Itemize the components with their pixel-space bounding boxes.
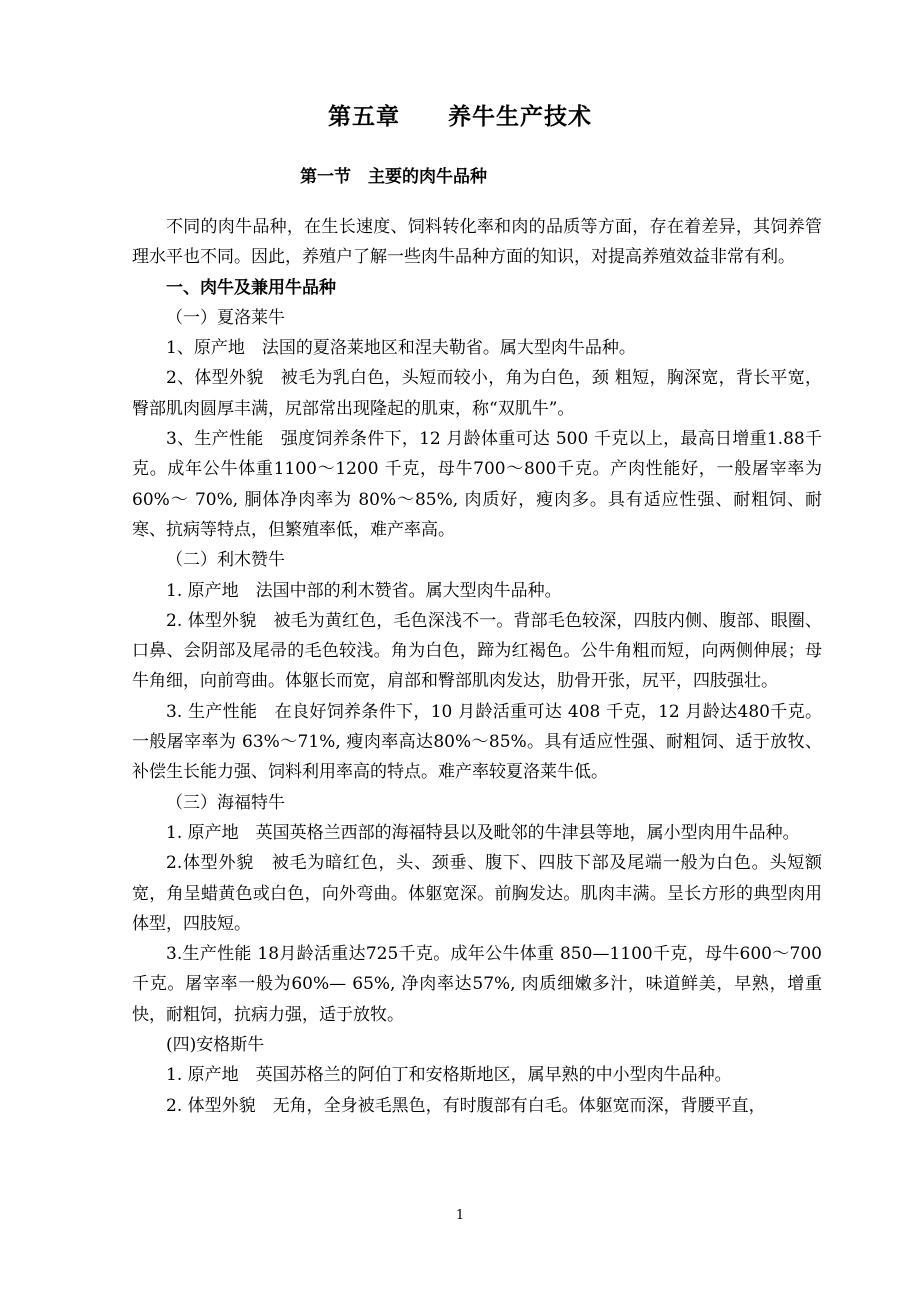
intro-paragraph: 不同的肉牛品种，在生长速度、饲料转化率和肉的品质等方面，存在着差异，其饲养管理水平也不同。因此，养殖户了解一些肉牛品种方面的知识，对提高养殖效益非常有利。 (132, 217, 822, 268)
paragraph: 2、体型外貌 被毛为乳白色，头短而较小，角为白色，颈 粗短，胸深宽，背长平宽，臀部肌肉圆厚丰满，尻部常出现隆起的肌束，称“双肌牛”。 (132, 368, 822, 419)
paragraph: 3、生产性能 强度饲养条件下，12 月龄体重可达 500 千克以上，最高日增重1.88千克。成年公牛体重1100～1200 千克，母牛700～800千克。产肉性能好，一般屠宰率为 60%～ 70%, 胴体净肉率为 80%～85%, 肉质好，瘦肉多。具有适应性强、耐粗饲、耐寒、抗病等特点，但繁殖率低，难产率高。 (132, 429, 822, 540)
paragraph: 1. 原产地 英国苏格兰的阿伯丁和安格斯地区，属早熟的中小型肉牛品种。 (166, 1065, 732, 1086)
body-text (132, 212, 822, 1121)
paragraph: 1、原产地 法国的夏洛莱地区和涅夫勒省。属大型肉牛品种。 (166, 338, 636, 359)
breed-heading-hereford: （三）海福特牛 (166, 792, 285, 813)
subsection-heading: 一、肉牛及兼用牛品种 (166, 277, 336, 298)
section-title: 第一节 主要的肉牛品种 (300, 167, 487, 187)
page-number: 1 (455, 1208, 465, 1223)
chapter-title: 第五章 养牛生产技术 (328, 103, 592, 130)
paragraph: 3. 生产性能 在良好饲养条件下，10 月龄活重可达 408 千克，12 月龄达480千克。一般屠宰率为 63%～71%, 瘦肉率高达80%～85%。具有适应性强、耐粗饲、适于放牧、补偿生长能力强、饲料利用率高的特点。难产率较夏洛莱牛低。 (132, 701, 822, 783)
paragraph: 1. 原产地 英国英格兰西部的海福特县以及毗邻的牛津县等地，属小型肉用牛品种。 (166, 822, 800, 843)
paragraph: 1. 原产地 法国中部的利木赞省。属大型肉牛品种。 (166, 580, 562, 601)
breed-heading-angus: (四)安格斯牛 (166, 1035, 265, 1056)
paragraph: 2. 体型外貌 无角，全身被毛黑色，有时腹部有白毛。体躯宽而深，背腰平直， (166, 1095, 766, 1116)
paragraph: 3.生产性能 18月龄活重达725千克。成年公牛体重 850—1100千克，母牛600～700千克。屠宰率一般为60%— 65%, 净肉率达57%, 肉质细嫩多汁，味道鲜美，早熟，增重快，耐粗饲，抗病力强，适于放牧。 (132, 944, 822, 1025)
breed-heading-limousin: （二）利木赞牛 (166, 550, 285, 571)
breed-heading-charolais: （一）夏洛莱牛 (166, 307, 285, 328)
paragraph: 2.体型外貌 被毛为暗红色，头、颈垂、腹下、四肢下部及尾端一般为白色。头短额宽，角呈蜡黄色或白色，向外弯曲。体躯宽深。前胸发达。肌肉丰满。呈长方形的典型肉用体型，四肢短。 (132, 853, 822, 934)
paragraph: 2. 体型外貌 被毛为黄红色，毛色深浅不一。背部毛色较深，四肢内侧、腹部、眼圈、口鼻、会阴部及尾帚的毛色较浅。角为白色，蹄为红褐色。公牛角粗而短，向两侧伸展；母牛角细，向前弯曲。体躯长而宽，肩部和臀部肌肉发达，肋骨开张，尻平，四肢强壮。 (132, 610, 822, 692)
